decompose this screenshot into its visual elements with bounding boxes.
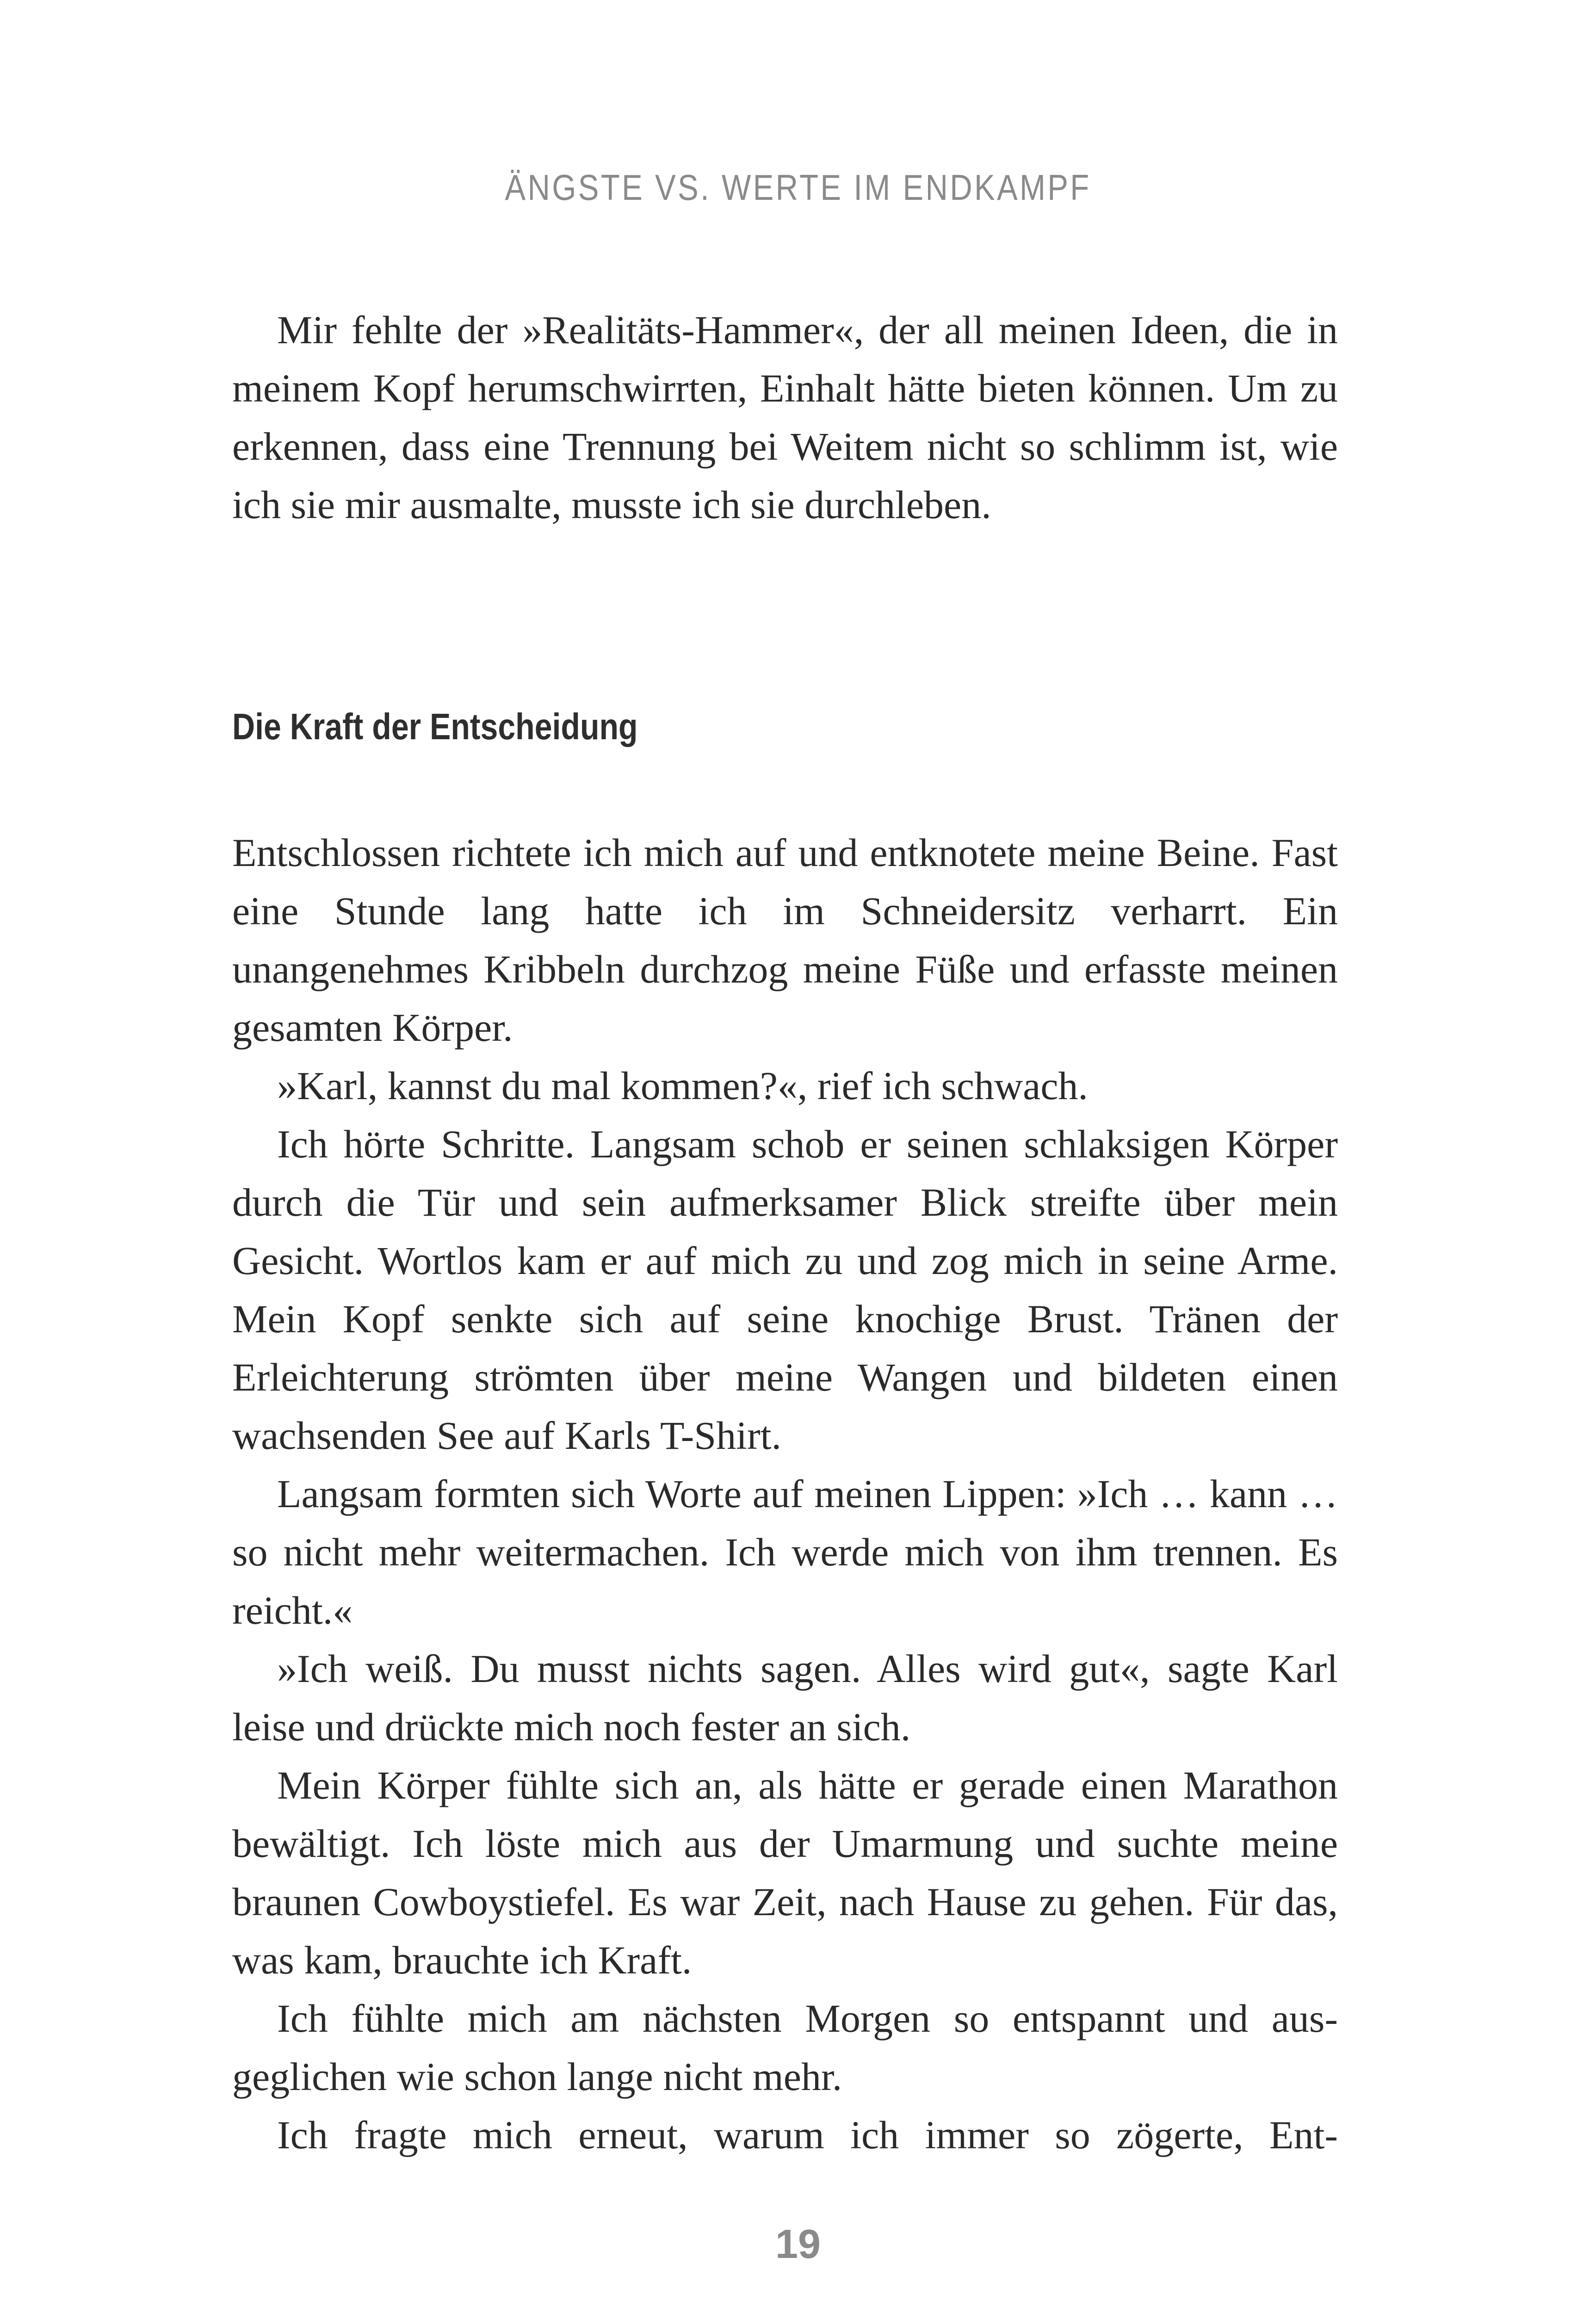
paragraph: Ich fühlte mich am nächsten Morgen so entspannt und ausgeglichen wie schon lange nicht mehr. — [232, 1996, 1338, 2099]
paragraph: Entschlossen richtete ich mich auf und entknotete meine Beine. Fast eine Stunde lang hatte ich im Schneidersitz verharrt. Ein unangenehmes Kribbeln durchzog meine Füße und erfasste meinen gesamten Körper. — [232, 830, 1338, 1050]
intro-text-block — [232, 301, 1338, 534]
main-text-block — [232, 823, 1338, 2164]
intro-paragraph: Mir fehlte der »Realitäts-Hammer«, der all meinen Ideen, die in meinem Kopf herumschwirrten, Einhalt hätte bieten können. Um zu erkennen, dass eine Trennung bei Weitem nicht so schlimm ist, wie ich sie mir ausmalte, musste ich sie durchleben. — [232, 308, 1338, 527]
running-head: ÄNGSTE VS. WERTE IM ENDKAMPF — [505, 167, 1091, 208]
page-number: 19 — [775, 2221, 821, 2267]
paragraph: »Karl, kannst du mal kommen?«, rief ich schwach. — [277, 1064, 1088, 1108]
paragraph: »Ich weiß. Du musst nichts sagen. Alles wird gut«, sagte Karl leise und drückte mich noch fester an sich. — [232, 1646, 1338, 1749]
paragraph: Ich fragte mich erneut, warum ich immer so zögerte, Ent- — [277, 2113, 1338, 2157]
paragraph: Langsam formten sich Worte auf meinen Lippen: »Ich … kann … so nicht mehr weitermachen. Ich werde mich von ihm trennen. Es reicht.« — [232, 1472, 1338, 1633]
paragraph: Ich hörte Schritte. Langsam schob er seinen schlaksigen Körper durch die Tür und sein aufmerksamer Blick streifte über mein Gesicht. Wortlos kam er auf mich zu und zog mich in seine Arme. Mein Kopf senkte sich auf seine knochige Brust. Tränen der Erleichterung strömten über meine Wangen und bildeten einen wachsenden See auf Karls T-Shirt. — [232, 1122, 1338, 1458]
section-heading: Die Kraft der Entscheidung — [232, 706, 638, 747]
paragraph: Mein Körper fühlte sich an, als hätte er gerade einen Marathon bewältigt. Ich löste mich aus der Umarmung und suchte meine braunen Cowboystiefel. Es war Zeit, nach Hause zu gehen. Für das, was kam, brauchte ich Kraft. — [232, 1763, 1338, 1982]
